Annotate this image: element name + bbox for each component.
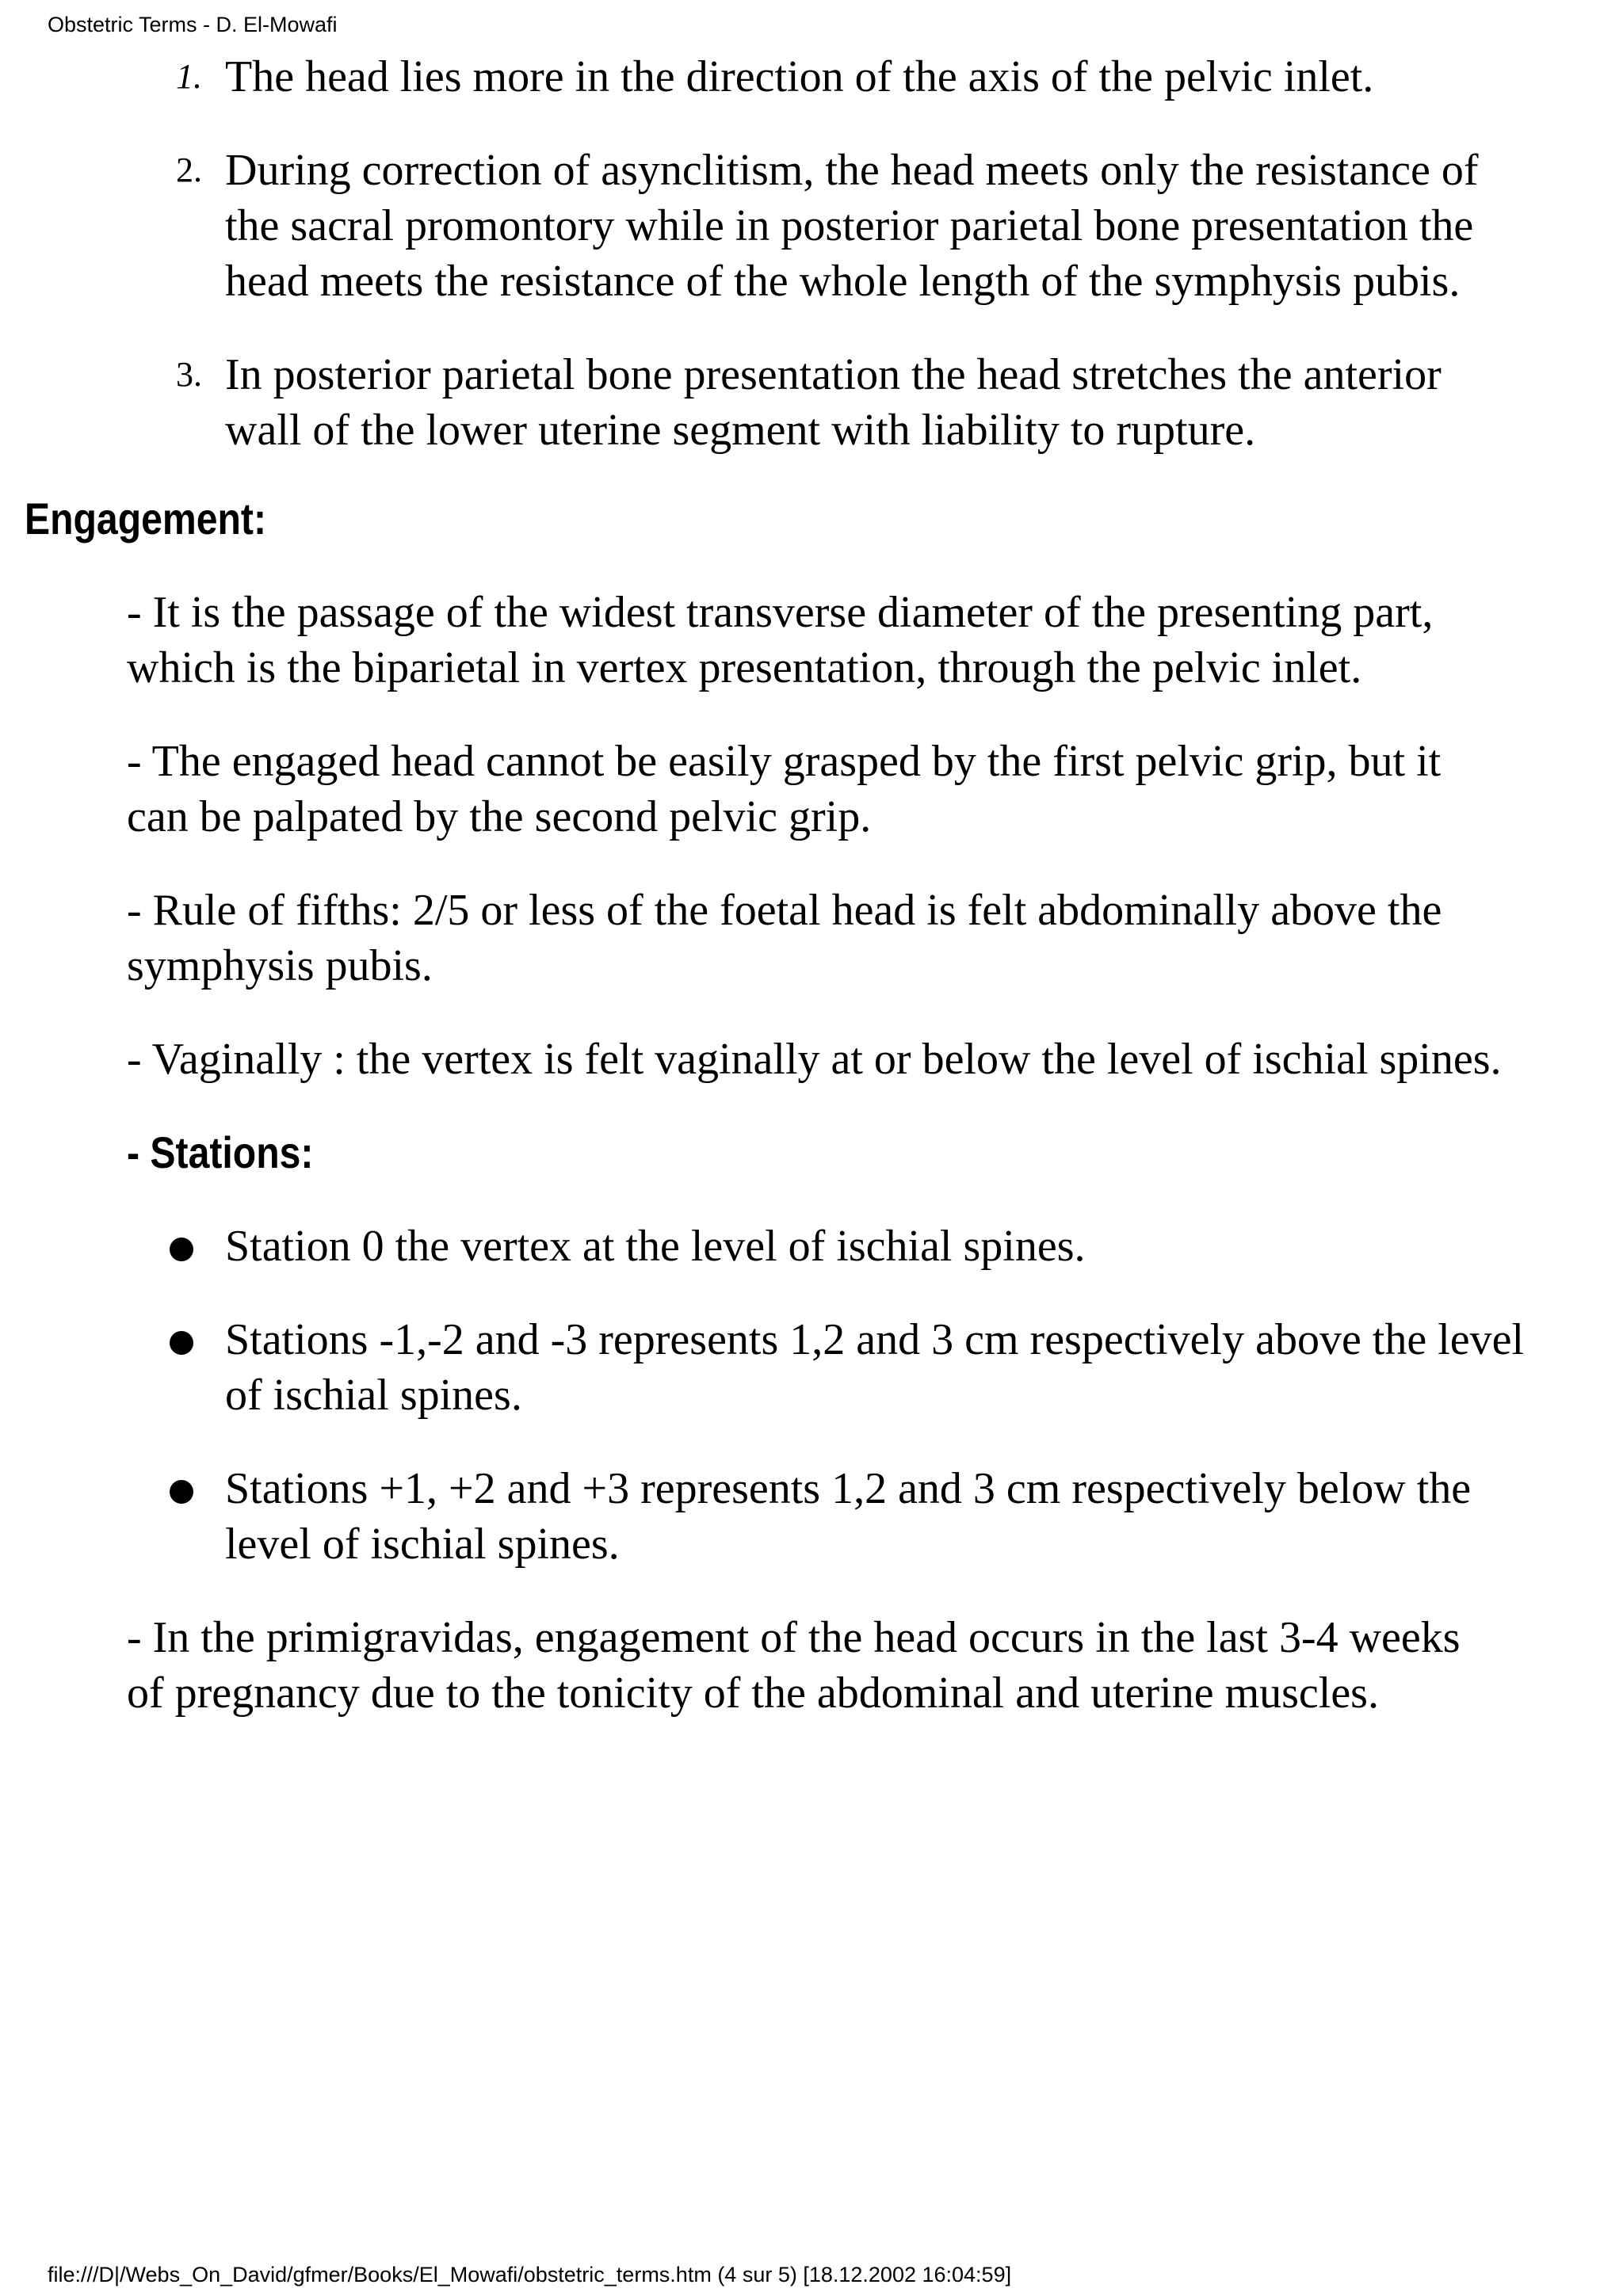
list-item-text: Stations -1,-2 and -3 represents 1,2 and 3 cm respectively above the level of ischial spines. <box>225 1315 1525 1420</box>
engagement-heading: Engagement: <box>24 494 267 543</box>
list-item <box>176 347 1525 458</box>
paragraph: - Rule of fifths: 2/5 or less of the foetal head is felt abdominally above the symphysis pubis. <box>127 886 1442 990</box>
paragraph: - It is the passage of the widest transverse diameter of the presenting part, which is the biparietal in vertex presentation, through the pelvic inlet. <box>127 588 1434 692</box>
page-header: Obstetric Terms - D. El-Mowafi <box>48 13 338 36</box>
list-item <box>225 1219 1525 1274</box>
list-marker: 1. <box>176 57 202 96</box>
list-item <box>176 143 1525 309</box>
paragraph: - Vaginally : the vertex is felt vaginally at or below the level of ischial spines. <box>127 1035 1502 1084</box>
list-item-text: Stations +1, +2 and +3 represents 1,2 and 3 cm respectively below the level of ischial spines. <box>225 1464 1472 1569</box>
stations-list <box>0 1219 1623 1572</box>
list-item-text: The head lies more in the direction of the axis of the pelvic inlet. <box>225 52 1374 101</box>
list-item <box>176 49 1525 105</box>
list-marker: 3. <box>176 355 202 394</box>
list-item-text: Station 0 the vertex at the level of ischial spines. <box>225 1222 1086 1271</box>
numbered-list <box>0 49 1623 458</box>
page-footer: file:///D|/Webs_On_David/gfmer/Books/El_Mowafi/obstetric_terms.htm (4 sur 5) [18.12.2002 16:04:59] <box>48 2263 1012 2286</box>
list-marker: 2. <box>176 151 202 189</box>
paragraph: - The engaged head cannot be easily grasped by the first pelvic grip, but it can be palpated by the second pelvic grip. <box>127 737 1442 841</box>
bullet-icon <box>170 1480 193 1504</box>
list-item <box>225 1312 1525 1423</box>
stations-heading: - Stations: <box>127 1127 314 1177</box>
bullet-icon <box>170 1331 193 1355</box>
list-item-text: During correction of asynclitism, the head meets only the resistance of the sacral promontory while in posterior parietal bone presentation the head meets the resistance of the whole length of the symphysis pubis. <box>225 146 1479 306</box>
list-item-text: In posterior parietal bone presentation the head stretches the anterior wall of the lower uterine segment with liability to rupture. <box>225 350 1442 455</box>
document-content <box>0 49 1623 1759</box>
closing-paragraph: - In the primigravidas, engagement of the head occurs in the last 3-4 weeks of pregnancy due to the tonicity of the abdominal and uterine muscles. <box>127 1613 1461 1718</box>
list-item <box>225 1461 1525 1572</box>
bullet-icon <box>170 1238 193 1261</box>
